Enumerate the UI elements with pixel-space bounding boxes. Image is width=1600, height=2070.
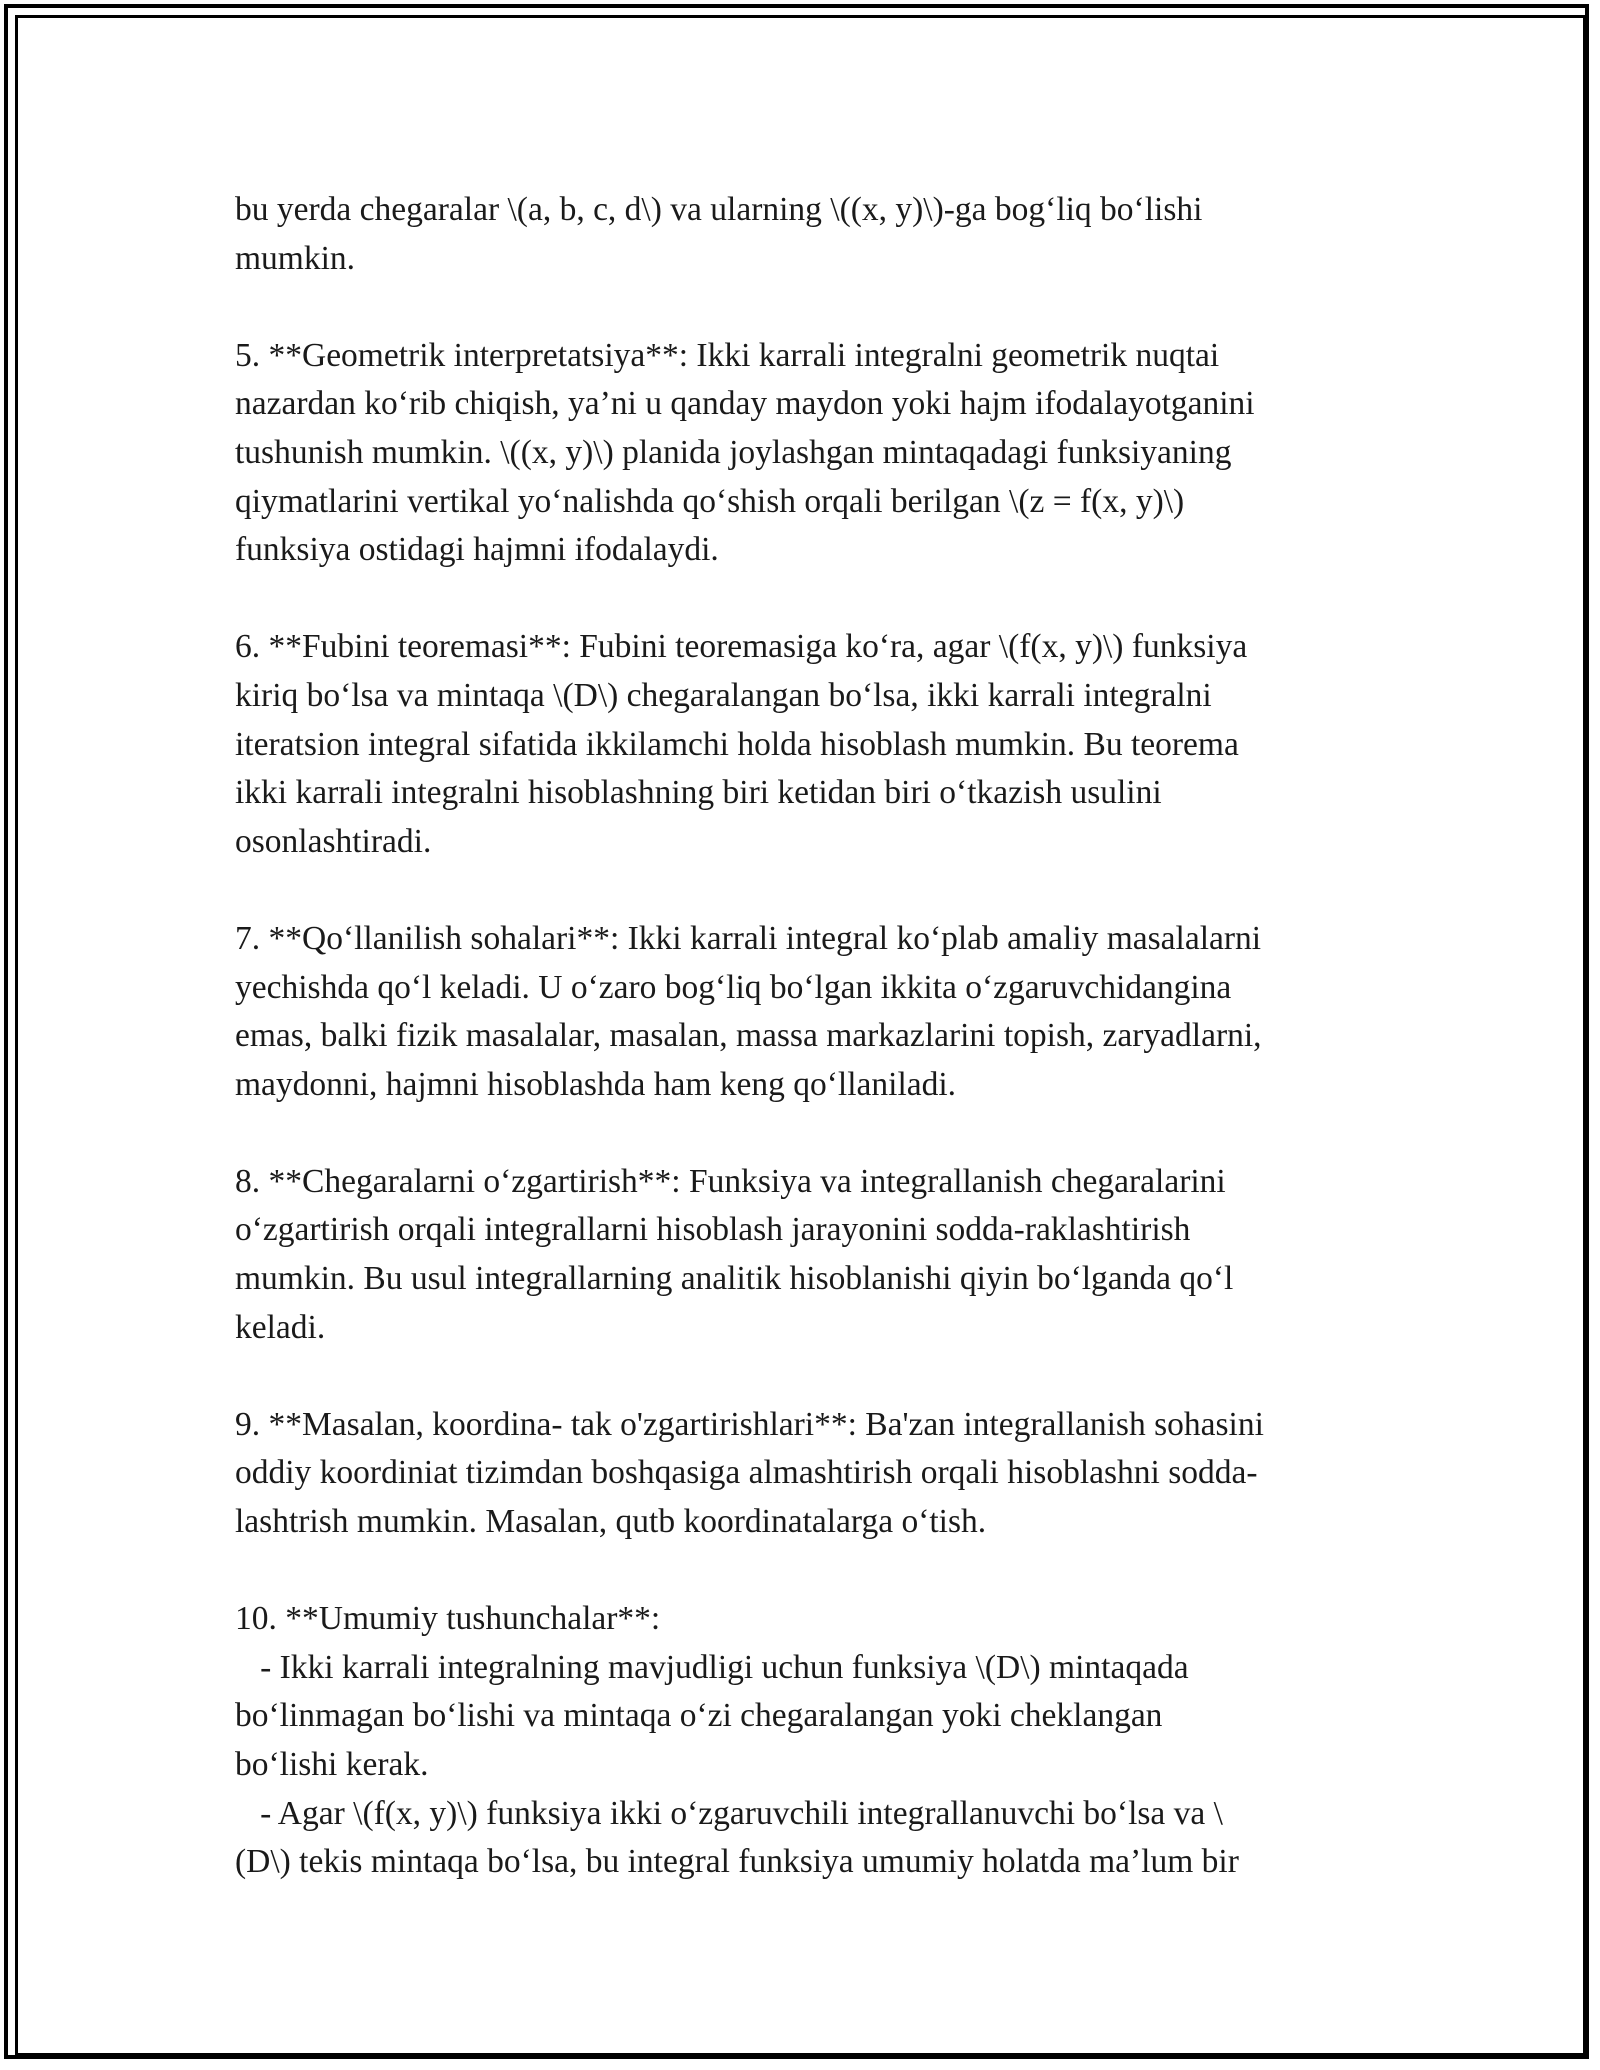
paragraph-intro (235, 186, 1370, 283)
text-line: qiymatlarini vertikal yo‘nalishda qo‘shish orqali berilgan \(z = f(x, y)\) (235, 482, 1185, 520)
text-line: 7. **Qo‘llanilish sohalari**: Ikki karrali integral ko‘plab amaliy masalalarni (235, 919, 1262, 957)
text-line: bo‘lishi kerak. (235, 1746, 429, 1783)
paragraph-item-7 (235, 915, 1370, 1109)
text-line: ikki karrali integralni hisoblashning biri ketidan biri o‘tkazish usulini (235, 774, 1162, 812)
text-line: tushunish mumkin. \((x, y)\) planida joylashgan mintaqadagi funksiyaning (235, 433, 1232, 471)
paragraph-item-8 (235, 1158, 1370, 1352)
text-line: 6. **Fubini teoremasi**: Fubini teoremasiga ko‘ra, agar \(f(x, y)\) funksiya (235, 628, 1248, 666)
text-line: iteratsion integral sifatida ikkilamchi holda hisoblash mumkin. Bu teorema (235, 725, 1239, 763)
text-line: funksiya ostidagi hajmni ifodalaydi. (235, 531, 719, 569)
text-line: emas, balki fizik masalalar, masalan, massa markazlarini topish, zaryadlarni, (235, 1017, 1262, 1055)
paragraph-item-10 (235, 1595, 1370, 1887)
text-line: maydonni, hajmni hisoblashda ham keng qo‘llaniladi. (235, 1065, 957, 1103)
paragraph-item-6 (235, 623, 1370, 866)
text-line: kiriq bo‘lsa va mintaqa \(D\) chegaralangan bo‘lsa, ikki karrali integralni (235, 676, 1212, 714)
text-line: 8. **Chegaralarni o‘zgartirish**: Funksiya va integrallanish chegaralarini (235, 1162, 1226, 1200)
text-line: bo‘linmagan bo‘lishi va mintaqa o‘zi chegaralangan yoki cheklangan (235, 1697, 1163, 1735)
text-line: lashtrish mumkin. Masalan, qutb koordinatalarga o‘tish. (235, 1503, 987, 1541)
text-line: osonlashtiradi. (235, 822, 432, 860)
text-line: oddiy koordiniat tizimdan boshqasiga almashtirish orqali hisoblashni sodda- (235, 1454, 1258, 1492)
text-line: 5. **Geometrik interpretatsiya**: Ikki karrali integralni geometrik nuqtai (235, 336, 1220, 374)
text-line: (D\) tekis mintaqa bo‘lsa, bu integral funksiya umumiy holatda ma’lum bir (235, 1843, 1239, 1881)
text-line: mumkin. (235, 239, 356, 277)
text-line: bu yerda chegaralar \(a, b, c, d\) va ularning \((x, y)\)-ga bog‘liq bo‘lishi (235, 191, 1203, 228)
document-body (235, 186, 1370, 1887)
paragraph-item-5 (235, 332, 1370, 575)
text-line: o‘zgartirish orqali integrallarni hisoblash jarayonini sodda-raklashtirish (235, 1211, 1191, 1249)
text-line: 10. **Umumiy tushunchalar**: (235, 1600, 661, 1638)
paragraph-item-9 (235, 1401, 1370, 1547)
text-line: yechishda qo‘l keladi. U o‘zaro bog‘liq bo‘lgan ikkita o‘zgaruvchidangina (235, 968, 1232, 1006)
text-line: - Agar \(f(x, y)\) funksiya ikki o‘zgaruvchili integrallanuvchi bo‘lsa va \ (235, 1794, 1223, 1832)
text-line: mumkin. Bu usul integrallarning analitik hisoblanishi qiyin bo‘lganda qo‘l (235, 1260, 1234, 1298)
text-line: keladi. (235, 1308, 326, 1346)
text-line: - Ikki karrali integralning mavjudligi uchun funksiya \(D\) mintaqada (235, 1648, 1189, 1686)
text-line: 9. **Masalan, koordina- tak o'zgartirishlari**: Ba'zan integrallanish sohasini (235, 1405, 1264, 1443)
text-line: nazardan ko‘rib chiqish, ya’ni u qanday maydon yoki hajm ifodalayotganini (235, 385, 1255, 423)
